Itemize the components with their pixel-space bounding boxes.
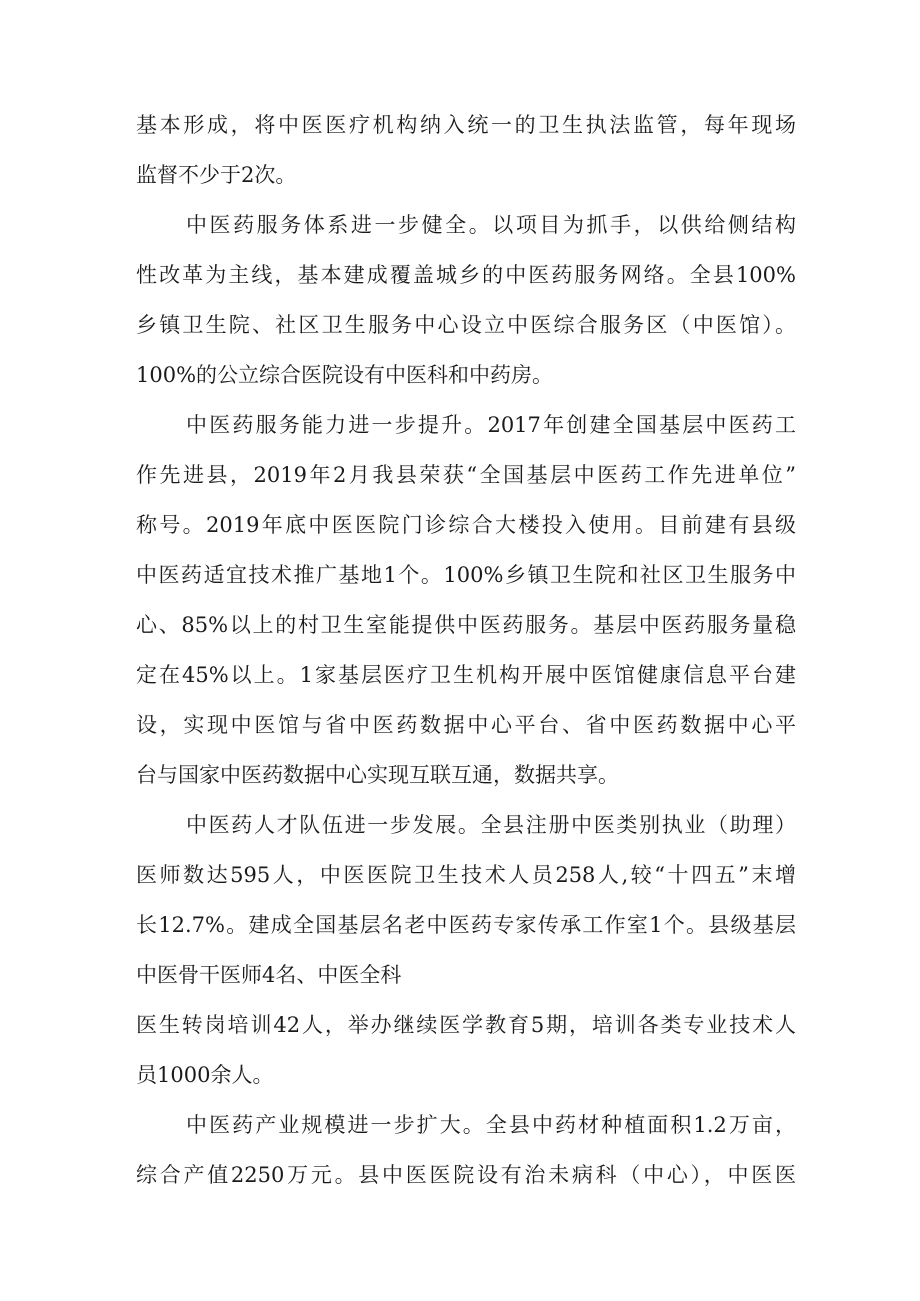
text-line: 作先进县，2019年2月我县荣获“全国基层中医药工作先进单位” — [136, 463, 796, 487]
text-line: 台与国家中医药数据中心实现互联互通，数据共享。 — [136, 763, 619, 787]
text-line: 性改革为主线，基本建成覆盖城乡的中医药服务网络。全县100% — [136, 263, 796, 287]
text-line: 中医药适宜技术推广基地1个。100%乡镇卫生院和社区卫生服务中 — [136, 563, 796, 587]
text-line: 中医药人才队伍进一步发展。全县注册中医类别执业（助理） — [186, 813, 796, 837]
text-line: 100%的公立综合医院设有中医科和中药房。 — [136, 363, 554, 387]
text-line: 基本形成，将中医医疗机构纳入统一的卫生执法监管，每年现场 — [136, 113, 796, 137]
text-line: 中医药产业规模进一步扩大。全县中药材种植面积1.2万亩， — [186, 1113, 796, 1137]
text-line: 中医药服务体系进一步健全。以项目为抓手，以供给侧结构 — [186, 213, 796, 237]
paragraph-3 — [136, 400, 796, 800]
text-line: 中医药服务能力进一步提升。2017年创建全国基层中医药工 — [186, 413, 796, 437]
text-line: 员1000余人。 — [136, 1063, 274, 1087]
paragraph-2 — [136, 200, 796, 400]
text-line: 称号。2019年底中医医院门诊综合大楼投入使用。目前建有县级 — [136, 513, 796, 537]
text-line: 心、85%以上的村卫生室能提供中医药服务。基层中医药服务量稳 — [136, 613, 796, 637]
paragraph-4 — [136, 800, 796, 1100]
text-line: 长12.7%。建成全国基层名老中医药专家传承工作室1个。县级基层 — [136, 913, 796, 937]
text-line: 综合产值2250万元。县中医医院设有治未病科（中心），中医医 — [136, 1163, 796, 1187]
document-body — [136, 100, 796, 1200]
text-line: 监督不少于2次。 — [136, 163, 297, 187]
paragraph-1 — [136, 100, 796, 200]
text-line: 乡镇卫生院、社区卫生服务中心设立中医综合服务区（中医馆）。 — [136, 313, 796, 337]
text-line: 定在45%以上。1家基层医疗卫生机构开展中医馆健康信息平台建 — [136, 663, 796, 687]
text-line: 医师数达595人，中医医院卫生技术人员258人,较“十四五”末增 — [136, 863, 796, 887]
paragraph-5 — [136, 1100, 796, 1200]
text-line: 医生转岗培训42人，举办继续医学教育5期，培训各类专业技术人 — [136, 1013, 796, 1037]
text-line: 设，实现中医馆与省中医药数据中心平台、省中医药数据中心平 — [136, 713, 796, 737]
text-line: 中医骨干医师4名、中医全科 — [136, 963, 402, 987]
